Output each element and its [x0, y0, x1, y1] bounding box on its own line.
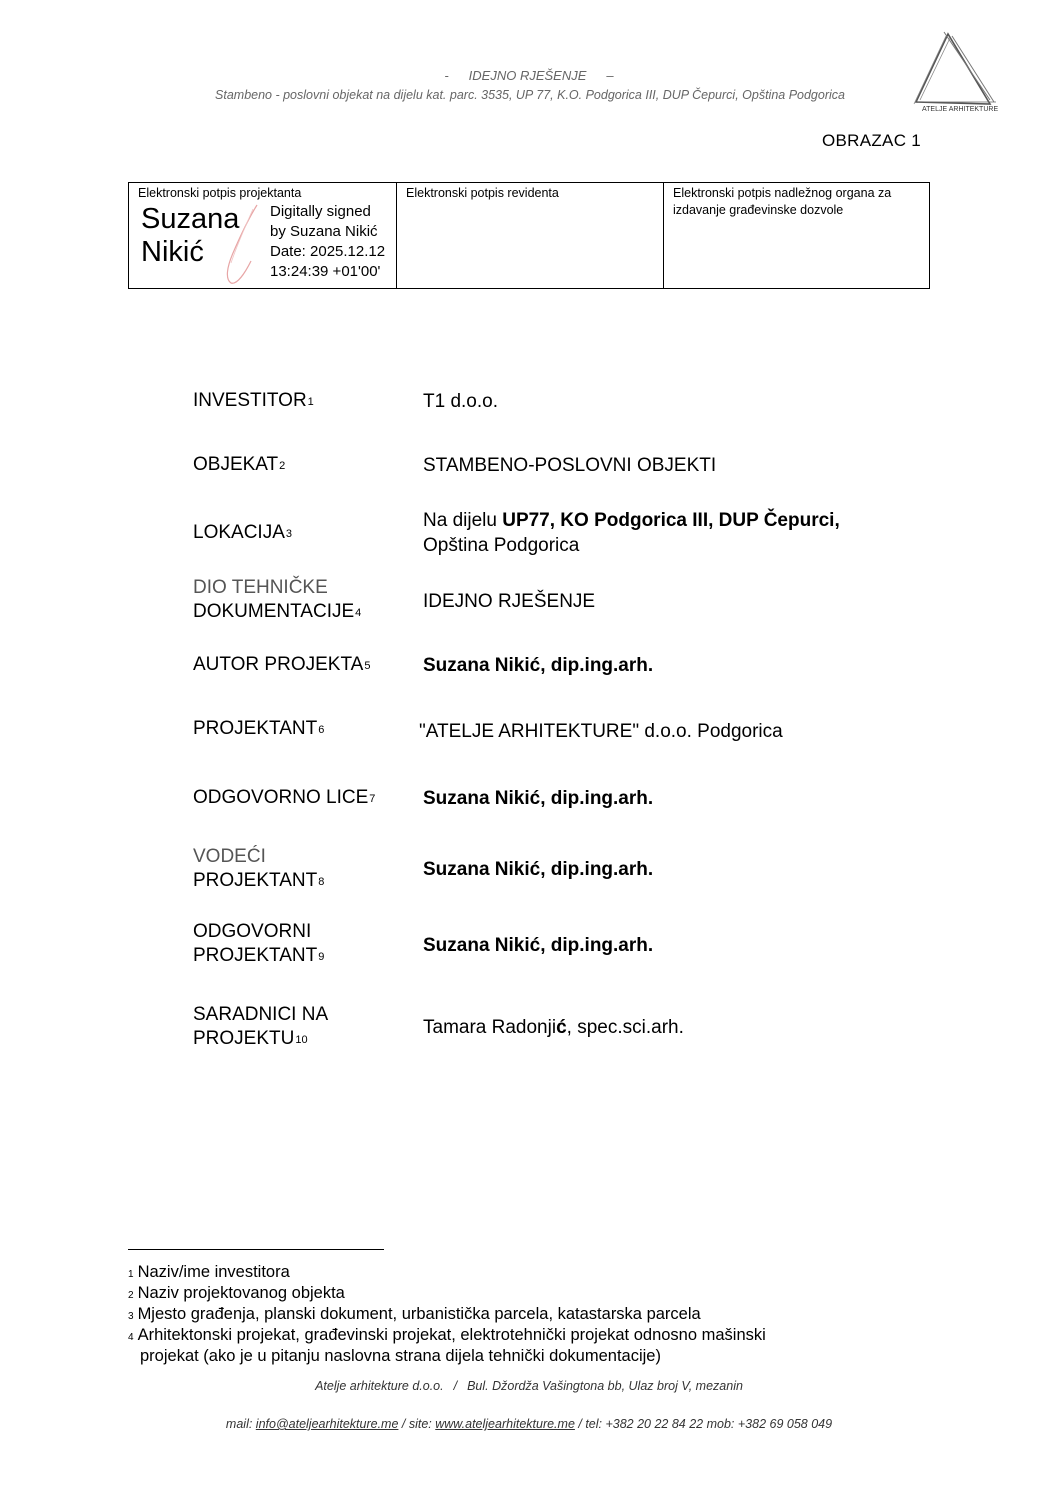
- lokacija-value-prefix: Na dijelu: [423, 510, 503, 531]
- header-title-line: [0, 68, 1058, 83]
- lokacija-value-bold: UP77, KO Podgorica III, DUP Čepurci,: [502, 510, 840, 531]
- footer-contact: / tel: +382 20 22 84 22 mob: +382 69 058 049: [574, 1417, 833, 1431]
- footer-site-link[interactable]: www.ateljearhitekture.me: [435, 1417, 575, 1431]
- footnote-ref-5: 5: [364, 660, 371, 672]
- investitor-label: [193, 389, 314, 413]
- projektant-label-text: PROJEKTANT: [193, 718, 318, 739]
- digital-signature-details: [270, 202, 385, 282]
- footnote-ref-1: 1: [307, 396, 314, 408]
- vodeci-label-line2: PROJEKTANT: [193, 870, 318, 891]
- form-code: OBRAZAC 1: [822, 131, 922, 150]
- footer-address: Bul. Džordža Vašingtona bb, Ulaz broj V, mezanin: [467, 1379, 743, 1393]
- footnotes: [128, 1262, 928, 1367]
- authority-signature-label: Elektronski potpis nadležnog organa za izdavanje građevinske dozvole: [673, 186, 892, 217]
- saradnici-label: [193, 1003, 328, 1051]
- dio-label-line1: DIO TEHNIČKE: [193, 577, 328, 598]
- vodeci-label: [193, 845, 324, 893]
- odgovorno-lice-label-text: ODGOVORNO LICE: [193, 787, 369, 808]
- saradnici-label-line2: PROJEKTU: [193, 1028, 295, 1049]
- logo-text: ATELJE ARHITEKTURE: [922, 106, 999, 113]
- footnote-2-num: 2: [128, 1290, 134, 1301]
- footer-mail-link[interactable]: info@ateljearhitekture.me: [255, 1417, 399, 1431]
- footnote-ref-7: 7: [369, 793, 376, 805]
- vodeci-label-line1: VODEĆI: [193, 846, 266, 867]
- footnote-3-num: 3: [128, 1311, 134, 1322]
- footnote-4-continuation: projekat (ako je u pitanju naslovna strana dijela tehnički dokumentacije): [140, 1347, 661, 1365]
- autor-label-text: AUTOR PROJEKTA: [193, 654, 364, 675]
- saradnici-value-suffix: , spec.sci.arh.: [566, 1017, 684, 1038]
- signature-table: [128, 182, 930, 289]
- reviewer-signature-label: Elektronski potpis revidenta: [406, 186, 559, 200]
- footnote-rule: [128, 1249, 384, 1250]
- signed-time: 13:24:39 +01'00': [270, 263, 381, 280]
- footer-separator: /: [453, 1379, 458, 1393]
- odgovorni-label-line1: ODGOVORNI: [193, 921, 312, 942]
- footnote-1: [128, 1262, 928, 1283]
- reviewer-signature-cell: [396, 183, 663, 288]
- footnote-3: [128, 1304, 928, 1325]
- header-title: IDEJNO RJEŠENJE: [468, 68, 587, 83]
- footnote-3-text: Mjesto građenja, planski dokument, urbanistička parcela, katastarska parcela: [137, 1305, 701, 1323]
- footer-mail-label: mail:: [225, 1417, 256, 1431]
- footnote-ref-8: 8: [318, 876, 325, 888]
- projektant-label: [193, 717, 324, 741]
- autor-value: Suzana Nikić, dip.ing.arh.: [423, 655, 654, 676]
- footer-address-line: [0, 1379, 1058, 1393]
- footnote-4: [128, 1325, 928, 1346]
- footnote-2: [128, 1283, 928, 1304]
- footnote-4-text: Arhitektonski projekat, građevinski projekat, elektrotehnički projekat odnosno mašinski: [137, 1326, 766, 1344]
- footnote-1-num: 1: [128, 1269, 134, 1280]
- footnote-ref-10: 10: [295, 1034, 308, 1046]
- footnote-ref-2: 2: [279, 460, 286, 472]
- footnote-2-text: Naziv projektovanog objekta: [137, 1284, 345, 1302]
- investitor-label-text: INVESTITOR: [193, 390, 307, 411]
- objekat-label-text: OBJEKAT: [193, 454, 279, 475]
- odgovorno-lice-label: [193, 786, 375, 810]
- odgovorni-value: Suzana Nikić, dip.ing.arh.: [423, 935, 654, 956]
- odgovorno-lice-value: Suzana Nikić, dip.ing.arh.: [423, 788, 654, 809]
- dio-label: [193, 576, 361, 624]
- footnote-ref-9: 9: [318, 951, 325, 963]
- footnote-ref-3: 3: [285, 528, 292, 540]
- designer-signature-label: Elektronski potpis projektanta: [138, 186, 302, 200]
- signer-last-name: Nikić: [141, 236, 204, 268]
- header-subtitle: Stambeno - poslovni objekat na dijelu kat. parc. 3535, UP 77, K.O. Podgorica III, DUP Čepurci, Opština Podgorica: [215, 88, 845, 102]
- footer-contact-line: [0, 1417, 1058, 1431]
- saradnici-value: [423, 1015, 684, 1040]
- projektant-value: "ATELJE ARHITEKTURE" d.o.o. Podgorica: [419, 721, 783, 742]
- saradnici-value-prefix: Tamara Radonji: [423, 1017, 557, 1038]
- footer-site-label: / site:: [398, 1417, 436, 1431]
- signed-line-2: by Suzana Nikić: [270, 223, 378, 240]
- saradnici-value-bold: ć: [556, 1017, 567, 1038]
- header-dash-left: -: [444, 68, 449, 83]
- designer-signature-cell: [129, 183, 396, 288]
- footnote-ref-4: 4: [355, 607, 362, 619]
- objekat-value: STAMBENO-POSLOVNI OBJEKTI: [423, 455, 717, 476]
- footnote-ref-6: 6: [318, 724, 325, 736]
- lokacija-label: [193, 521, 292, 545]
- lokacija-value: [423, 508, 840, 558]
- signed-date: Date: 2025.12.12: [270, 243, 386, 260]
- signer-first-name: Suzana: [141, 203, 240, 235]
- lokacija-value-line2: Opština Podgorica: [423, 535, 580, 556]
- footnote-1-text: Naziv/ime investitora: [137, 1263, 290, 1281]
- footnote-4-num: 4: [128, 1332, 134, 1343]
- autor-label: [193, 653, 370, 677]
- footer-company: Atelje arhitekture d.o.o.: [315, 1379, 444, 1393]
- lokacija-label-text: LOKACIJA: [193, 522, 285, 543]
- signed-line-1: Digitally signed: [270, 203, 371, 220]
- investitor-value: T1 d.o.o.: [423, 391, 498, 412]
- company-logo: [910, 30, 1000, 114]
- vodeci-value: Suzana Nikić, dip.ing.arh.: [423, 859, 654, 880]
- odgovorni-label-line2: PROJEKTANT: [193, 945, 318, 966]
- authority-signature-cell: [663, 183, 929, 288]
- dio-value: IDEJNO RJEŠENJE: [423, 591, 596, 612]
- objekat-label: [193, 453, 285, 477]
- odgovorni-label: [193, 920, 324, 968]
- saradnici-label-line1: SARADNICI NA: [193, 1004, 329, 1025]
- dio-label-line2: DOKUMENTACIJE: [193, 601, 355, 622]
- signature-swash-icon: [217, 201, 277, 287]
- header-dash-right: –: [606, 68, 614, 83]
